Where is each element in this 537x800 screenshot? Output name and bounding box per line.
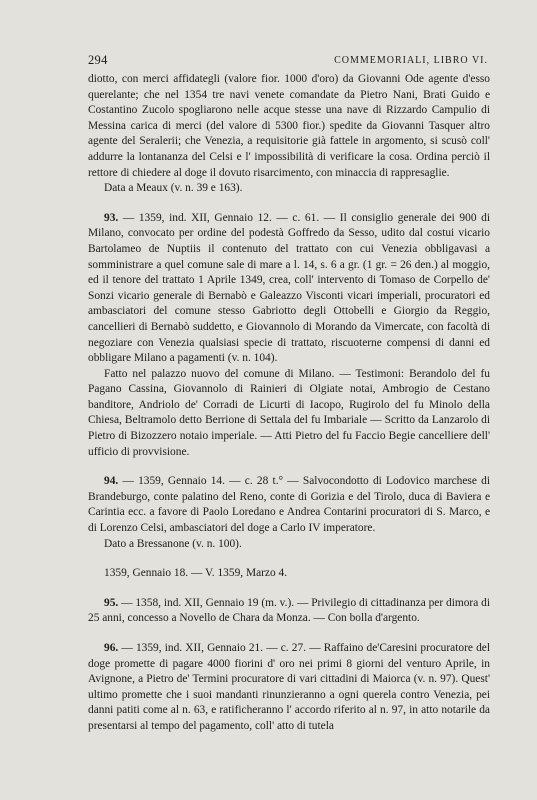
entry-number: 95. [104, 596, 119, 609]
paragraph: diotto, con merci affidategli (valore fior. 1000 d'oro) da Giovanni Ode agente d'esso querelante; che nel 1354 tre navi venete comandate da Pietro Nani, Brati Guido e Costantino Zucolo spogliarono nelle acque stesse una nave di Rizzardo Campulio di Messina carica di merci (del valore di 5300 fior.) spedite da Giovanni Tasquer altro agente del Seralerii; che Venezia, a requisitorie già fattele in argomento, si scusò coll' addurre la lontananza del Celsi e l' impossibilità di verificare la cosa. Ordina perciò il rettore di chiedere al doge il dovuto risarcimento, con minaccia di rappresaglie. [88, 73, 490, 179]
entry-94 [88, 474, 490, 552]
paragraph: Data a Meaux (v. n. 39 e 163). [104, 182, 243, 195]
entry-text: — 1359, Gennaio 14. — c. 28 t.° — Salvocondotto di Lodovico marchese di Brandeburgo, conte palatino del Reno, conte di Gorizia e del Tirolo, duca di Baviera e Carintia ecc. a favore di Paolo Loredano e Andrea Contarini procuratori di S. Marco, e di Lorenzo Celsi, ambasciatori del doge a Carlo IV imperatore. [88, 475, 490, 535]
page-header [88, 53, 488, 69]
entry-paragraph [88, 596, 490, 627]
running-title: COMMEMORIALI, LIBRO VI. [334, 55, 488, 66]
entry-93 [88, 211, 490, 461]
entry-96 [88, 641, 490, 735]
entry-text: — 1359, ind. XII, Gennaio 21. — c. 27. — Raffaino de'Caresini procuratore del doge promette di pagare 4000 fiorini d' oro nei primi 8 giorni del venturo Aprile, in Avignone, a Pietro de' Termini procuratore di vari cittadini di Maiorca (v. n. 97). Quest' ultimo promette che i suoi mandanti rinunzieranno a ogni querela contro Venezia, pei danni patiti come al n. 63, e ratificheranno l' accordo riferito al n. 97, in atto notarile da presentarsi al tempo del pagamento, coll' atto di tutela [88, 642, 490, 732]
entry-text: — 1359, ind. XII, Gennaio 12. — c. 61. — Il consiglio generale dei 900 di Milano, convocato per ordine del podestà Goffredo da Sesso, udito dal costui vicario Bartolameo de Nuptiis il contenuto del trattato con cui Venezia obbligavasi a somministrare a quel comune sale di mare a l. 14, s. 6 a gr. (1 gr. = 26 den.) al moggio, ed il tenore del trattato 1 Aprile 1349, crea, coll' intervento di Tomaso de Corpello de' Sonzi vicario generale di Bernabò e Galeazzo Visconti vicari imperiali, procuratori ed ambasciatori del comune stesso Gabriotto degli Ottobelli e Giorgio da Reggio, cancellieri di Bernabò suddetto, e Giovannolo di Morando da Vimercate, con facoltà di negoziare con Venezia qualsiasi specie di trattato, riscuoterne compensi di danni ed obbligare Milano a pagamenti (v. n. 104). [88, 211, 490, 365]
entry-follow-paragraph: Dato a Bressanone (v. n. 100). [104, 537, 242, 550]
body-text [88, 72, 490, 735]
entry-text: — 1358, ind. XII, Gennaio 19 (m. v.). — Privilegio di cittadinanza per dimora di 25 anni, concesso a Novello de Chara da Monza. — Con bolla d'argento. [88, 596, 490, 625]
entry-number: 96. [104, 642, 119, 654]
entry-follow-paragraph: Fatto nel palazzo nuovo del comune di Milano. — Testimoni: Berandolo del fu Pagano Cassina, Giovannolo di Rainieri di Olgiate notai, Ambrogio de Cestano banditore, Andriolo de' Corradi de Licurti di Iacopo, Rugirolo del fu Minolo della Chiesa, Beltramolo detto Berrione di Settala del fu Imbariale — Scritto da Lanzarolo di Pietro di Bizozzero notaio imperiale. — Atti Pietro del fu Faccio Begie cancelliere dell' ufficio di provvisione. [88, 367, 490, 458]
entry-paragraph [88, 474, 490, 536]
entry-paragraph [88, 641, 490, 735]
entry-number: 93. [104, 211, 119, 224]
page-number: 294 [88, 53, 108, 67]
entry-number: 94. [104, 475, 119, 488]
date-line: 1359, Gennaio 18. — V. 1359, Marzo 4. [104, 567, 288, 580]
entry-95 [88, 596, 490, 627]
entry-paragraph [88, 211, 490, 367]
